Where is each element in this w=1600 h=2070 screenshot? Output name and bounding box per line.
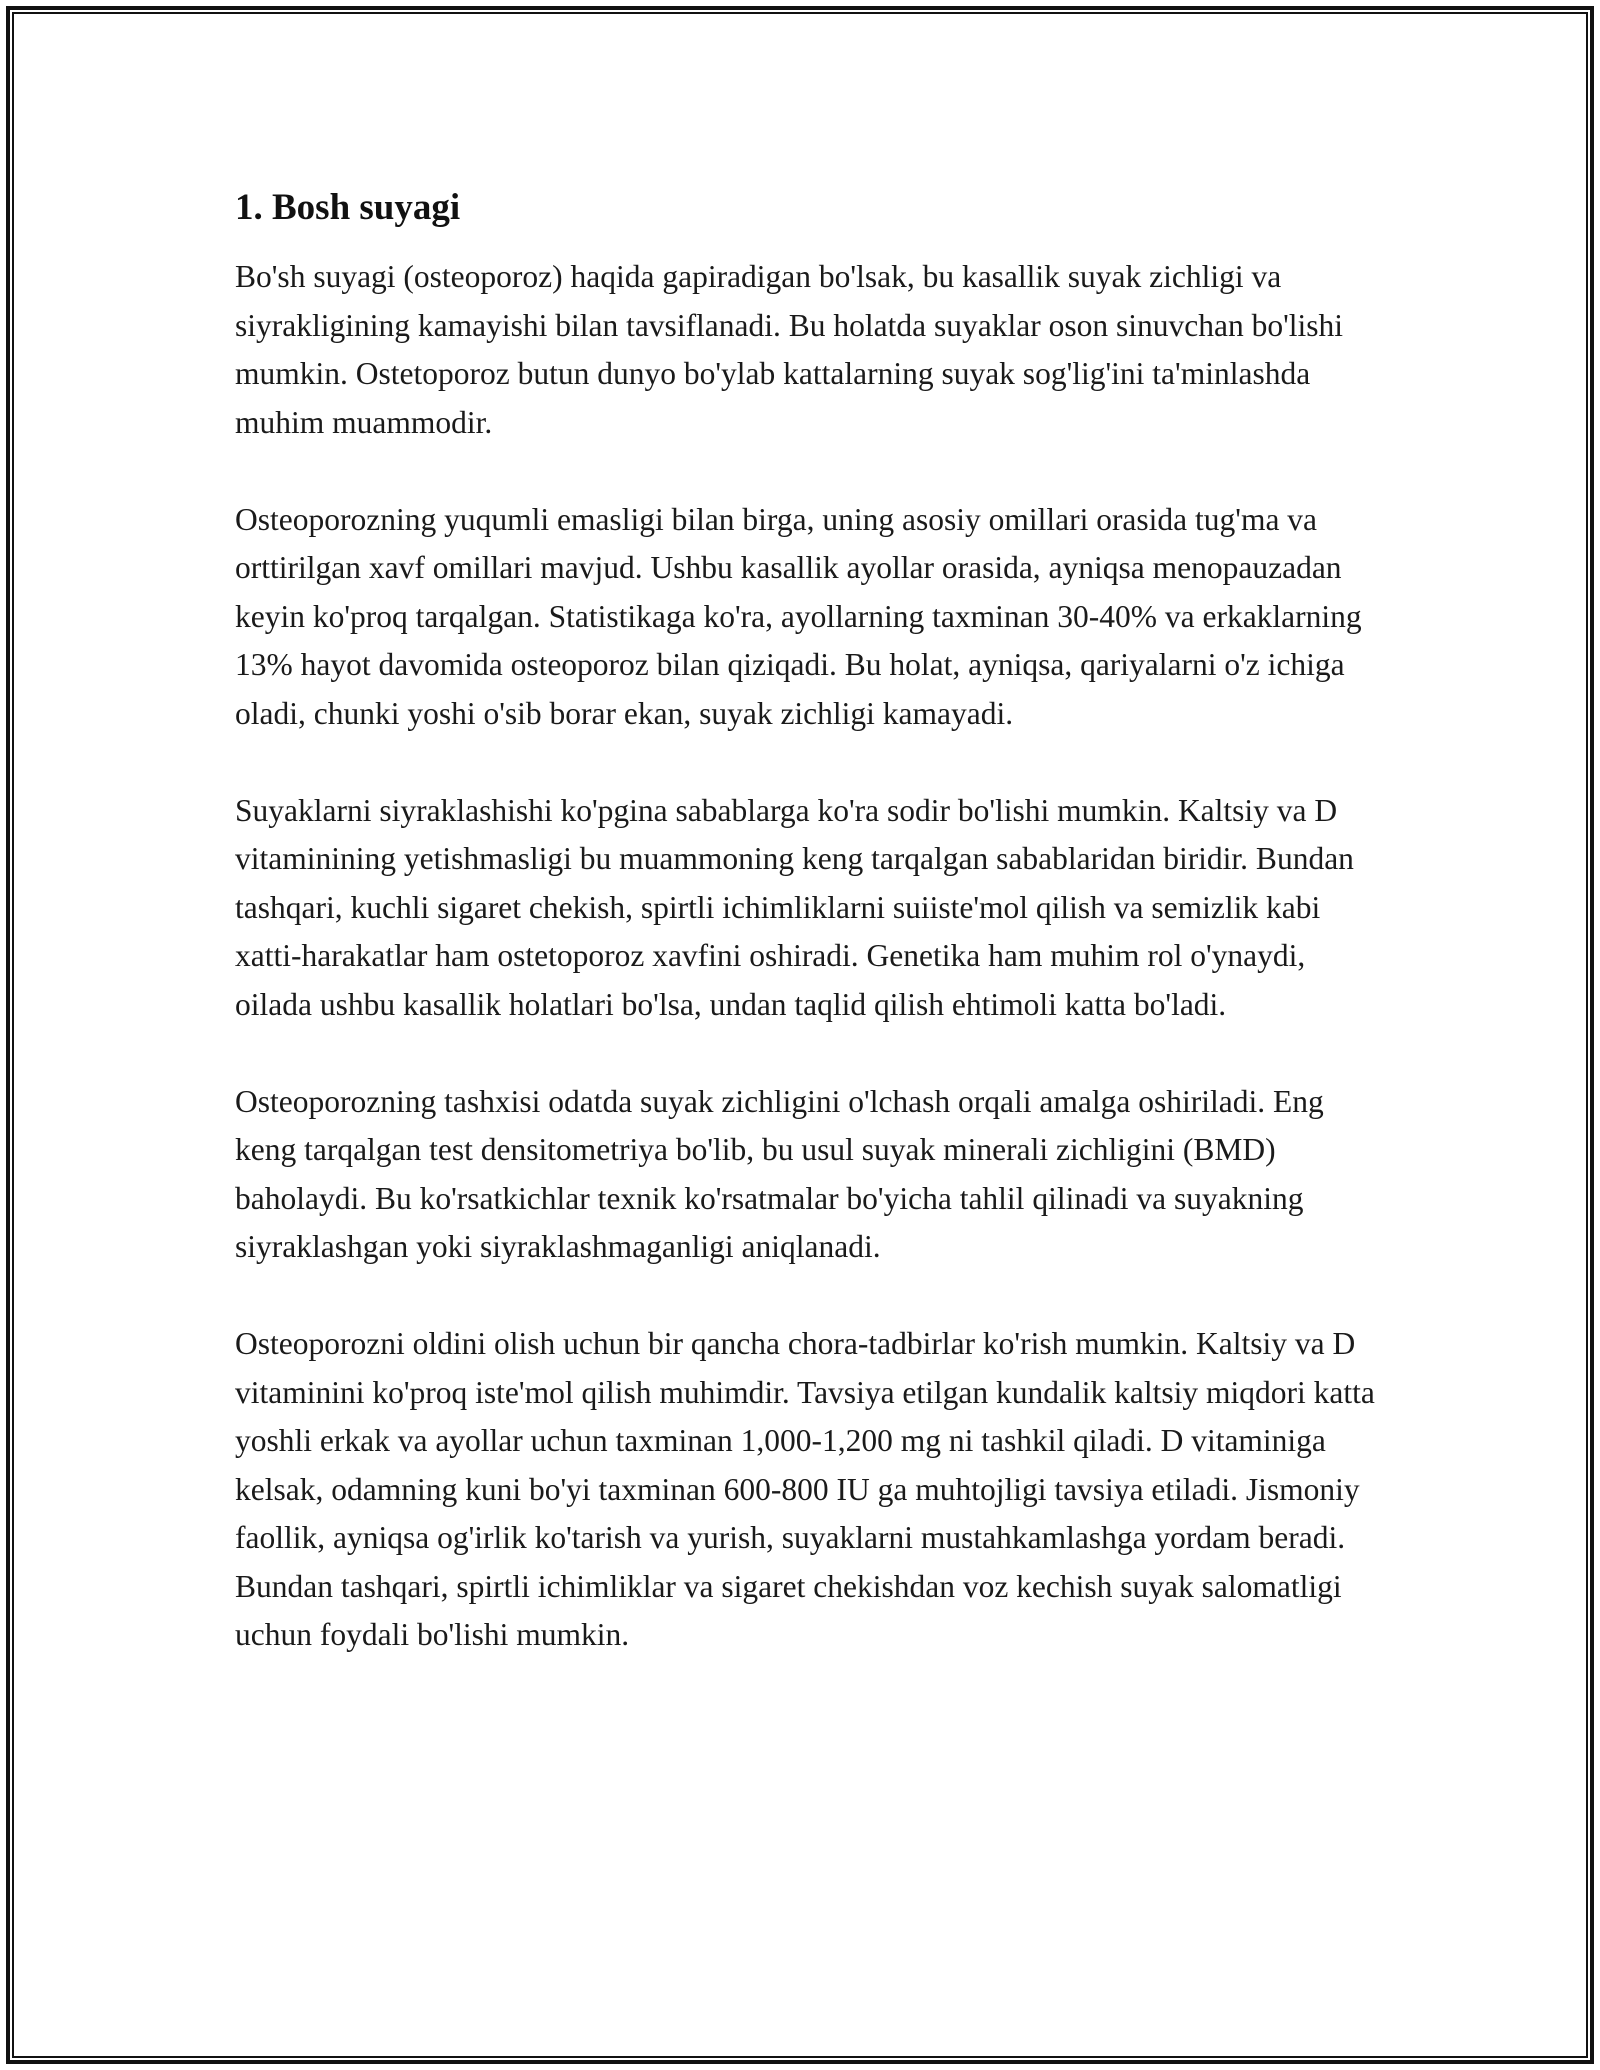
paragraph-definition: Bo'sh suyagi (osteoporoz) haqida gapiradigan bo'lsak, bu kasallik suyak zichligi va siyrakligining kamayishi bilan tavsiflanadi. Bu holatda suyaklar oson sinuvchan bo'lishi mumkin. Ostetoporoz butun dunyo bo'ylab kattalarning suyak sog'lig'ini ta'minlashda muhim muammodir. [235,259,1344,440]
paragraph-diagnosis: Osteoporozning tashxisi odatda suyak zichligini o'lchash orqali amalga oshiriladi. Eng keng tarqalgan test densitometriya bo'lib, bu usul suyak minerali zichligini (BMD) baholaydi. Bu ko'rsatkichlar texnik ko'rsatmalar bo'yicha tahlil qilinadi va suyakning siyraklashgan yoki siyraklashmaganligi aniqlanadi. [235,1083,1324,1264]
section-heading: 1. Bosh suyagi [235,187,461,228]
paragraph-prevention: Osteoporozni oldini olish uchun bir qancha chora-tadbirlar ko'rish mumkin. Kaltsiy va D vitaminini ko'proq iste'mol qilish muhimdir. Tavsiya etilgan kundalik kaltsiy miqdori katta yoshli erkak va ayollar uchun taxminan 1,000-1,200 mg ni tashkil qiladi. D vitaminiga kelsak, odamning kuni bo'yi taxminan 600-800 IU ga muhtojligi tavsiya etiladi. Jismoniy faollik, ayniqsa og'irlik ko'tarish va yurish, suyaklarni mustahkamlashga yordam beradi. Bundan tashqari, spirtli ichimliklar va sigaret chekishdan voz kechish suyak salomatligi uchun foydali bo'lishi mumkin. [235,1326,1375,1652]
paragraph-causes: Suyaklarni siyraklashishi ko'pgina sabablarga ko'ra sodir bo'lishi mumkin. Kaltsiy va D vitaminining yetishmasligi bu muammoning keng tarqalgan sabablaridan biridir. Bundan tashqari, kuchli sigaret chekish, spirtli ichimliklarni suiiste'mol qilish va semizlik kabi xatti-harakatlar ham ostetoporoz xavfini oshiradi. Genetika ham muhim rol o'ynaydi, oilada ushbu kasallik holatlari bo'lsa, undan taqlid qilish ehtimoli katta bo'ladi. [235,792,1354,1022]
paragraph-risk-factors: Osteoporozning yuqumli emasligi bilan birga, uning asosiy omillari orasida tug'ma va orttirilgan xavf omillari mavjud. Ushbu kasallik ayollar orasida, ayniqsa menopauzadan keyin ko'proq tarqalgan. Statistikaga ko'ra, ayollarning taxminan 30-40% va erkaklarning 13% hayot davomida osteoporoz bilan qiziqadi. Bu holat, ayniqsa, qariyalarni o'z ichiga oladi, chunki yoshi o'sib borar ekan, suyak zichligi kamayadi. [235,501,1362,731]
document-body [235,185,1375,1660]
